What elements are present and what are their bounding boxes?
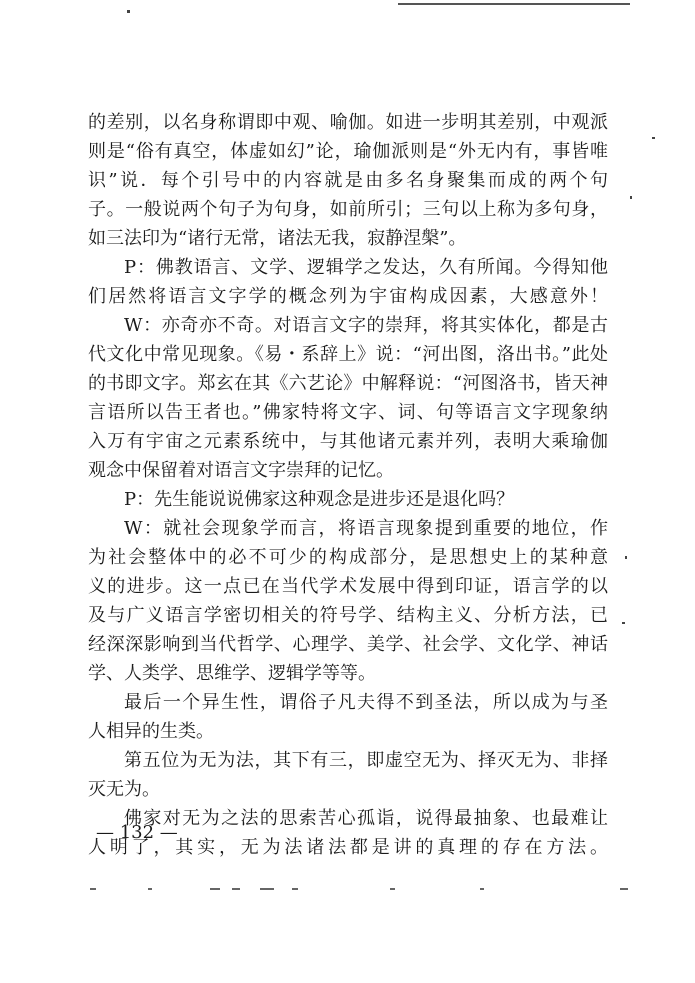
scan-mark: [480, 888, 484, 890]
scan-mark: [260, 888, 274, 890]
page-number: — 132 —: [96, 822, 178, 843]
text-line: 最后一个异生性，谓俗子凡夫得不到圣法，所以成为与圣: [124, 692, 608, 713]
text-line: P：先生能说说佛家这种观念是进步还是退化吗？: [124, 489, 515, 510]
text-line: 及与广义语言学密切相关的符号学、结构主义、分析方法，已: [88, 605, 608, 626]
text-line: 灭无为。: [88, 779, 160, 800]
text-line: 识”说．每个引号中的内容就是由多名身聚集而成的两个句: [88, 170, 608, 191]
text-line: 佛家对无为之法的思索苦心孤诣，说得最抽象、也最难让: [124, 808, 608, 829]
scan-mark: [210, 888, 220, 890]
scan-mark: [630, 196, 632, 199]
text-line: W：就社会现象学而言，将语言现象提到重要的地位，作: [124, 518, 608, 539]
text-line: 入万有宇宙之元素系统中，与其他诸元素并列，表明大乘瑜伽: [88, 431, 608, 452]
scan-mark: [390, 888, 395, 890]
scan-mark: [625, 556, 627, 559]
text-line: 代文化中常见现象。《易・系辞上》说：“河出图，洛出书。”此处: [88, 344, 608, 365]
scan-mark: [652, 137, 655, 139]
text-line: 人明了，其实，无为法诸法都是讲的真理的存在方法。: [88, 837, 608, 858]
text-line: 义的进步。这一点已在当代学术发展中得到印证，语言学的以: [88, 576, 608, 597]
text-line: 如三法印为“诸行无常，诸法无我，寂静涅槃”。: [88, 228, 467, 249]
scan-mark: [622, 622, 625, 624]
text-line: P：佛教语言、文学、逻辑学之发达，久有所闻。今得知他: [124, 257, 608, 278]
top-rule: [398, 3, 630, 5]
scan-mark: [127, 10, 130, 13]
text-line: 的书即文字。郑玄在其《六艺论》中解释说：“河图洛书，皆天神: [88, 373, 608, 394]
text-line: 言语所以告王者也。”佛家特将文字、词、句等语言文字现象纳: [88, 402, 608, 423]
text-line: 子。一般说两个句子为句身，如前所引；三句以上称为多句身，: [88, 199, 608, 220]
text-line: 的差别，以名身称谓即中观、喻伽。如进一步明其差别，中观派: [88, 112, 608, 133]
text-line: W：亦奇亦不奇。对语言文字的崇拜，将其实体化，都是古: [124, 315, 608, 336]
text-line: 观念中保留着对语言文字崇拜的记忆。: [88, 460, 394, 481]
page-body: [88, 108, 608, 862]
text-line: 为社会整体中的必不可少的构成部分，是思想史上的某种意: [88, 547, 608, 568]
text-line: 第五位为无为法，其下有三，即虚空无为、择灭无为、非择: [124, 750, 608, 771]
text-line: 经深深影响到当代哲学、心理学、美学、社会学、文化学、神话: [88, 634, 608, 655]
bottom-scan-noise: [60, 884, 640, 894]
scan-mark: [620, 888, 628, 890]
scan-mark: [148, 888, 152, 890]
scan-mark: [90, 888, 96, 890]
scan-mark: [292, 888, 298, 890]
text-line: 则是“俗有真空，体虚如幻”论，瑜伽派则是“外无内有，事皆唯: [88, 141, 608, 162]
text-line: 人相异的生类。: [88, 721, 214, 742]
text-line: 们居然将语言文字学的概念列为宇宙构成因素，大感意外！: [88, 286, 608, 307]
scan-mark: [232, 888, 240, 890]
text-line: 学、人类学、思维学、逻辑学等等。: [88, 663, 376, 684]
